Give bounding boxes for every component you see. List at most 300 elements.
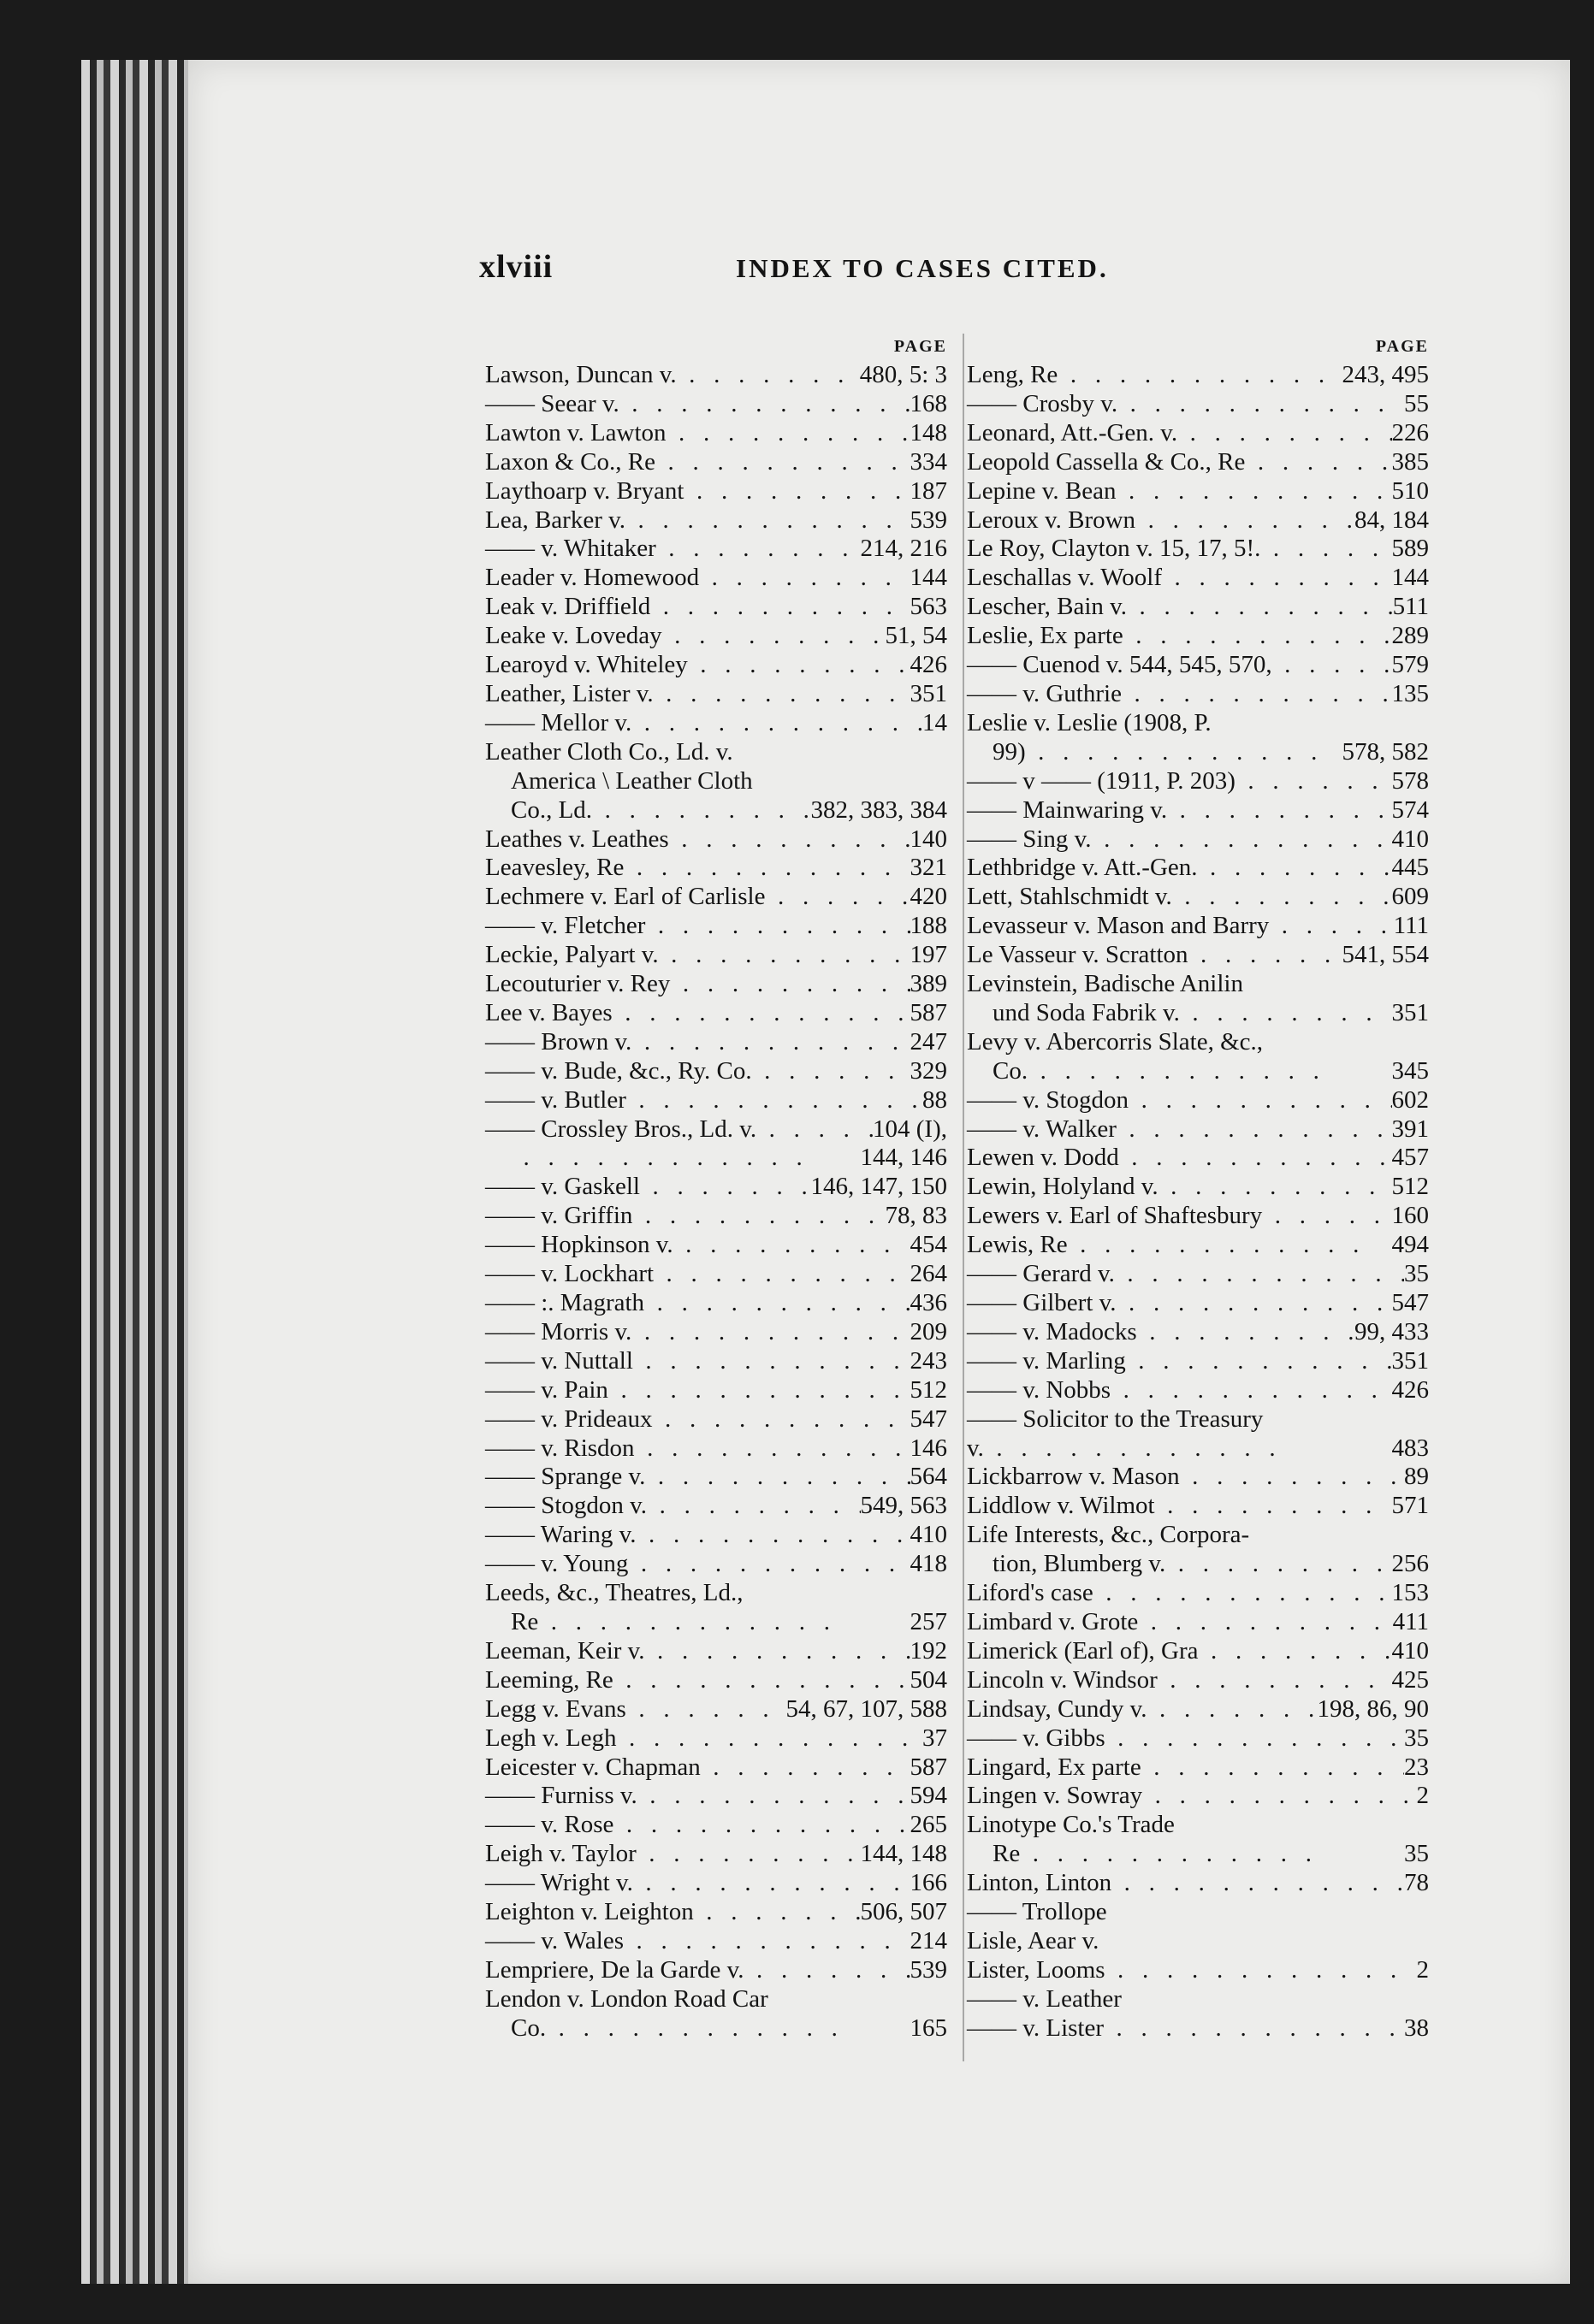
page-reference: 192 bbox=[910, 1636, 947, 1665]
case-name: Leopold Cassella & Co., Re bbox=[967, 447, 1246, 476]
page-reference: 135 bbox=[1391, 679, 1429, 707]
case-name: Lempriere, De la Garde v. bbox=[485, 1955, 744, 1984]
index-entry bbox=[967, 1144, 1429, 1173]
case-name: Lingen v. Sowray bbox=[967, 1782, 1143, 1810]
index-entry bbox=[485, 854, 947, 883]
case-name: Lecouturier v. Rey bbox=[485, 970, 671, 998]
index-entry bbox=[485, 1057, 947, 1086]
index-entry bbox=[485, 999, 947, 1028]
index-entry bbox=[967, 448, 1429, 477]
leader-dots bbox=[673, 1231, 910, 1260]
index-entry bbox=[967, 1318, 1429, 1347]
leader-dots bbox=[625, 506, 910, 535]
index-entry bbox=[485, 1753, 947, 1783]
page-reference: 511 bbox=[1392, 593, 1429, 621]
page-reference: 165 bbox=[910, 2014, 947, 2042]
leader-dots bbox=[647, 1492, 860, 1521]
page-column-label: PAGE bbox=[1375, 337, 1429, 356]
index-entry bbox=[485, 767, 947, 796]
index-entry bbox=[967, 825, 1429, 854]
index-entry bbox=[967, 1405, 1429, 1434]
index-entry bbox=[967, 1521, 1429, 1550]
leader-dots bbox=[637, 1840, 861, 1869]
page-reference: 547 bbox=[910, 1404, 947, 1433]
case-name: Legg v. Evans bbox=[485, 1694, 626, 1723]
leader-dots bbox=[511, 1144, 861, 1173]
page-reference: 512 bbox=[910, 1375, 947, 1404]
page-reference: 506, 507 bbox=[860, 1898, 947, 1926]
case-name: Re bbox=[511, 1607, 539, 1635]
case-name: Levy v. Abercorris Slate, &c., bbox=[967, 1027, 1264, 1056]
leader-dots bbox=[684, 477, 910, 506]
leader-dots bbox=[1165, 1550, 1391, 1579]
document-page bbox=[188, 60, 1570, 2284]
case-name: —— v. Gibbs bbox=[967, 1724, 1105, 1752]
index-entry bbox=[967, 477, 1429, 506]
index-entry bbox=[485, 1405, 947, 1434]
leader-dots bbox=[632, 1202, 885, 1231]
leader-dots bbox=[592, 796, 810, 825]
page-reference: 51, 54 bbox=[885, 622, 947, 650]
leader-dots bbox=[688, 651, 910, 680]
case-name: Leigh v. Taylor bbox=[485, 1840, 637, 1868]
case-name: —— v. Butler bbox=[485, 1085, 626, 1114]
index-entry bbox=[967, 1463, 1429, 1492]
page-reference: 494 bbox=[1391, 1231, 1429, 1259]
leader-dots bbox=[645, 912, 910, 941]
case-name: Leslie v. Leslie (1908, P. bbox=[967, 708, 1212, 736]
index-entry bbox=[967, 970, 1429, 999]
page-reference: 539 bbox=[910, 506, 947, 534]
case-name: —— Mellor v. bbox=[485, 708, 632, 736]
index-entry bbox=[485, 1115, 947, 1144]
case-name: Lincoln v. Windsor bbox=[967, 1665, 1158, 1694]
page-reference: 564 bbox=[910, 1463, 947, 1491]
leader-dots bbox=[1167, 796, 1391, 825]
leader-dots bbox=[656, 535, 861, 564]
page-reference: 512 bbox=[1391, 1173, 1429, 1201]
case-name: Limerick (Earl of), Gra bbox=[967, 1636, 1199, 1665]
case-name: Lawson, Duncan v. bbox=[485, 361, 677, 388]
index-entry bbox=[967, 390, 1429, 419]
index-entry bbox=[967, 651, 1429, 680]
index-entry bbox=[485, 361, 947, 390]
index-entry bbox=[485, 1811, 947, 1840]
case-name: —— v. Nuttall bbox=[485, 1346, 633, 1375]
case-name: Limbard v. Grote bbox=[967, 1607, 1139, 1635]
case-name: Leeman, Keir v. bbox=[485, 1636, 645, 1665]
case-name: —— Mainwaring v. bbox=[967, 795, 1168, 824]
index-entry bbox=[485, 1231, 947, 1260]
page-reference: 436 bbox=[910, 1289, 947, 1316]
page-reference: 483 bbox=[1391, 1434, 1429, 1462]
leader-dots bbox=[752, 1057, 910, 1086]
case-name: —— v. Prideaux bbox=[485, 1404, 653, 1433]
leader-dots bbox=[624, 854, 910, 883]
index-entry bbox=[485, 564, 947, 593]
page-reference: 214, 216 bbox=[860, 535, 947, 563]
index-entry bbox=[485, 1637, 947, 1666]
case-name: America \ Leather Cloth bbox=[511, 766, 753, 795]
case-name: Le Vasseur v. Scratton bbox=[967, 941, 1188, 969]
page-reference: 256 bbox=[1391, 1550, 1429, 1578]
case-name: Leader v. Homewood bbox=[485, 564, 700, 592]
case-name: Leak v. Driffield bbox=[485, 593, 651, 621]
case-name: —— Cuenod v. 544, 545, 570, bbox=[967, 651, 1272, 679]
page-reference: 78, 83 bbox=[885, 1202, 947, 1230]
page-reference: 425 bbox=[1391, 1665, 1429, 1694]
page-reference: 587 bbox=[910, 998, 947, 1026]
case-name: Lawton v. Lawton bbox=[485, 418, 667, 446]
leader-dots bbox=[1162, 564, 1392, 593]
page-reference: 257 bbox=[910, 1607, 947, 1635]
index-entry bbox=[967, 1434, 1429, 1464]
case-name: —— Solicitor to the Treasury bbox=[967, 1404, 1264, 1433]
page-reference: 549, 563 bbox=[860, 1492, 947, 1520]
leader-dots bbox=[626, 1086, 922, 1115]
index-entry bbox=[485, 1173, 947, 1202]
case-name: Lewen v. Dodd bbox=[967, 1144, 1119, 1172]
page-reference: 345 bbox=[1391, 1056, 1429, 1085]
case-name: —— Crossley Bros., Ld. v. bbox=[485, 1115, 757, 1143]
leader-dots bbox=[1180, 999, 1392, 1028]
case-name: —— v. Lockhart bbox=[485, 1260, 655, 1288]
page-reference: 334 bbox=[910, 447, 947, 476]
index-entry bbox=[485, 1028, 947, 1057]
page-reference: 35 bbox=[1404, 1260, 1429, 1288]
leader-dots bbox=[1135, 506, 1354, 535]
page-reference: 578, 582 bbox=[1342, 737, 1429, 766]
case-name: —— v. Whitaker bbox=[485, 535, 656, 563]
index-entry bbox=[967, 1724, 1429, 1753]
case-name: Leschallas v. Woolf bbox=[967, 564, 1162, 592]
case-name: Lisle, Aear v. bbox=[967, 1926, 1099, 1954]
index-entry bbox=[485, 622, 947, 651]
case-name: Lea, Barker v. bbox=[485, 506, 625, 534]
page-reference: 410 bbox=[1391, 1636, 1429, 1665]
page-reference: 578 bbox=[1391, 766, 1429, 795]
index-entry bbox=[485, 941, 947, 970]
page-reference: 187 bbox=[910, 476, 947, 505]
case-name: —— v. Rose bbox=[485, 1811, 614, 1839]
leader-dots bbox=[1068, 1231, 1392, 1260]
leader-dots bbox=[1177, 419, 1391, 448]
index-entry bbox=[967, 854, 1429, 883]
case-name: —— Gilbert v. bbox=[967, 1289, 1117, 1316]
index-entry bbox=[485, 1260, 947, 1289]
page-reference: 594 bbox=[910, 1782, 947, 1810]
case-name: Leckie, Palyart v. bbox=[485, 941, 659, 969]
leader-dots bbox=[984, 1434, 1392, 1464]
leader-dots bbox=[640, 1173, 811, 1202]
leader-dots bbox=[667, 419, 910, 448]
case-name: Lewis, Re bbox=[967, 1231, 1068, 1259]
index-entry bbox=[485, 1579, 947, 1608]
leader-dots bbox=[1105, 1724, 1404, 1753]
index-entry bbox=[967, 1985, 1429, 2014]
page-reference: 389 bbox=[910, 970, 947, 998]
case-name: Co. bbox=[993, 1056, 1028, 1085]
case-name: Liford's case bbox=[967, 1579, 1093, 1607]
leader-dots bbox=[659, 941, 910, 970]
index-entry bbox=[967, 1289, 1429, 1318]
index-entry bbox=[485, 1695, 947, 1724]
leader-dots bbox=[1126, 1347, 1392, 1376]
case-name: —— Furniss v. bbox=[485, 1782, 637, 1810]
leader-dots bbox=[619, 390, 910, 419]
page-reference: 144 bbox=[1391, 564, 1429, 592]
case-name: Lethbridge v. Att.-Gen. bbox=[967, 854, 1198, 882]
leader-dots bbox=[1138, 1608, 1392, 1637]
page-reference: 480, 5: 3 bbox=[859, 361, 947, 388]
page-reference: 104 (I), bbox=[873, 1115, 947, 1143]
leader-dots bbox=[1111, 1376, 1391, 1405]
index-entry bbox=[967, 767, 1429, 796]
index-entry bbox=[967, 1202, 1429, 1231]
page-reference: 2 bbox=[1416, 1955, 1429, 1984]
page-reference: 144, 148 bbox=[860, 1840, 947, 1868]
index-entry bbox=[485, 709, 947, 738]
index-entry bbox=[967, 593, 1429, 622]
case-name: —— v. Risdon bbox=[485, 1434, 635, 1462]
page-reference: 146, 147, 150 bbox=[810, 1173, 947, 1201]
index-entry bbox=[967, 2014, 1429, 2043]
page-reference: 264 bbox=[910, 1260, 947, 1288]
index-entry bbox=[485, 1782, 947, 1811]
page-reference: 445 bbox=[1391, 854, 1429, 882]
page-reference: 197 bbox=[910, 941, 947, 969]
page-reference: 35 bbox=[1404, 1840, 1429, 1868]
case-name: Legh v. Legh bbox=[485, 1724, 617, 1752]
leader-dots bbox=[628, 1550, 910, 1579]
case-name: —— v. Walker bbox=[967, 1115, 1117, 1143]
page-reference: 166 bbox=[910, 1869, 947, 1897]
index-entry bbox=[967, 999, 1429, 1028]
page-reference: 426 bbox=[1391, 1375, 1429, 1404]
case-name: Laythoarp v. Bryant bbox=[485, 476, 684, 505]
index-entry bbox=[485, 535, 947, 564]
leader-dots bbox=[633, 1869, 910, 1898]
case-name: v. bbox=[967, 1434, 984, 1462]
page-reference: 144 bbox=[910, 564, 947, 592]
case-name: —— Trollope bbox=[967, 1898, 1107, 1926]
leader-dots bbox=[1155, 1492, 1392, 1521]
case-name: —— Brown v. bbox=[485, 1027, 632, 1056]
case-name: —— Crosby v. bbox=[967, 389, 1118, 417]
right-index-column bbox=[967, 332, 1429, 2043]
case-name: Laxon & Co., Re bbox=[485, 447, 655, 476]
leader-dots bbox=[624, 1927, 910, 1956]
index-entry bbox=[485, 970, 947, 999]
case-name: —— Waring v. bbox=[485, 1521, 637, 1549]
case-name: Levasseur v. Mason and Barry bbox=[967, 912, 1270, 940]
index-entry bbox=[485, 448, 947, 477]
case-name: Lewers v. Earl of Shaftesbury bbox=[967, 1202, 1263, 1230]
case-name: Lepine v. Bean bbox=[967, 476, 1117, 505]
page-reference: 410 bbox=[1391, 825, 1429, 853]
page-reference: 385 bbox=[1391, 447, 1429, 476]
leader-dots bbox=[655, 448, 910, 477]
page-reference: 160 bbox=[1391, 1202, 1429, 1230]
case-name: Leeds, &c., Theatres, Ld., bbox=[485, 1579, 744, 1607]
case-name: und Soda Fabrik v. bbox=[993, 998, 1180, 1026]
leader-dots bbox=[654, 1260, 910, 1289]
leader-dots bbox=[1026, 738, 1342, 767]
index-entry bbox=[485, 419, 947, 448]
page-reference: 411 bbox=[1392, 1607, 1429, 1635]
leader-dots bbox=[1117, 1289, 1392, 1318]
index-entry bbox=[967, 1086, 1429, 1115]
leader-dots bbox=[617, 1724, 922, 1753]
index-entry bbox=[485, 1724, 947, 1753]
index-entry bbox=[485, 477, 947, 506]
leader-dots bbox=[1147, 1695, 1318, 1724]
leader-dots bbox=[1092, 825, 1392, 854]
case-name: —— Gerard v. bbox=[967, 1260, 1115, 1288]
case-name: Learoyd v. Whiteley bbox=[485, 651, 688, 679]
left-index-column bbox=[485, 332, 947, 2043]
leader-dots bbox=[1123, 622, 1392, 651]
case-name: —— Seear v. bbox=[485, 389, 619, 417]
page-reference: 84, 184 bbox=[1354, 506, 1429, 534]
case-name: —— Wright v. bbox=[485, 1869, 633, 1897]
case-name: Lee v. Bayes bbox=[485, 998, 613, 1026]
index-entry bbox=[967, 1695, 1429, 1724]
page-reference: 140 bbox=[910, 825, 947, 853]
index-entry bbox=[967, 419, 1429, 448]
leader-dots bbox=[1117, 390, 1404, 419]
page-reference: 602 bbox=[1391, 1085, 1429, 1114]
page-reference: 426 bbox=[910, 651, 947, 679]
leader-dots bbox=[1028, 1057, 1391, 1086]
page-reference: 99, 433 bbox=[1354, 1317, 1429, 1345]
leader-dots bbox=[1142, 1782, 1416, 1811]
index-entry bbox=[485, 1492, 947, 1521]
case-name: Co., Ld. bbox=[511, 795, 593, 824]
index-entry bbox=[485, 738, 947, 767]
page-reference: 2 bbox=[1416, 1782, 1429, 1810]
index-entry bbox=[967, 535, 1429, 564]
leader-dots bbox=[1262, 1202, 1391, 1231]
page-reference: 579 bbox=[1391, 651, 1429, 679]
leader-dots bbox=[1180, 1463, 1404, 1492]
leader-dots bbox=[1122, 680, 1392, 709]
index-entry bbox=[485, 1869, 947, 1898]
case-name: Leighton v. Leighton bbox=[485, 1898, 694, 1926]
index-entry bbox=[485, 796, 947, 825]
case-name: Lingard, Ex parte bbox=[967, 1753, 1141, 1781]
case-name: —— v. Gaskell bbox=[485, 1173, 640, 1201]
page-reference: 111 bbox=[1393, 912, 1429, 940]
index-entry bbox=[967, 1666, 1429, 1695]
page-reference: 351 bbox=[910, 679, 947, 707]
case-name: tion, Blumberg v. bbox=[993, 1550, 1166, 1578]
page-reference: 38 bbox=[1404, 2014, 1429, 2042]
case-name: —— v. Fletcher bbox=[485, 912, 646, 940]
index-entry bbox=[485, 1985, 947, 2014]
case-name: —— v. Leather bbox=[967, 1984, 1122, 2013]
column-divider bbox=[963, 334, 964, 2061]
leader-dots bbox=[1058, 361, 1342, 390]
case-name: Leake v. Loveday bbox=[485, 622, 662, 650]
leader-dots bbox=[645, 1637, 910, 1666]
page-reference: 226 bbox=[1391, 418, 1429, 446]
leader-dots bbox=[1141, 1753, 1404, 1783]
page-reference: 609 bbox=[1391, 883, 1429, 911]
leader-dots bbox=[538, 1608, 910, 1637]
index-entry bbox=[967, 1376, 1429, 1405]
leader-dots bbox=[669, 825, 910, 854]
case-name: Leather, Lister v. bbox=[485, 679, 654, 707]
case-name: Leather Cloth Co., Ld. v. bbox=[485, 737, 733, 766]
index-entry bbox=[967, 1057, 1429, 1086]
index-entry bbox=[485, 680, 947, 709]
page-reference: 243, 495 bbox=[1342, 361, 1429, 388]
page-reference: 214 bbox=[910, 1926, 947, 1954]
case-name: —— v. Marling bbox=[967, 1346, 1126, 1375]
leader-dots bbox=[670, 970, 910, 999]
leader-dots bbox=[546, 2014, 910, 2043]
case-name: —— v. Young bbox=[485, 1550, 629, 1578]
index-entry bbox=[967, 622, 1429, 651]
case-name: —— v. Griffin bbox=[485, 1202, 633, 1230]
index-entry bbox=[967, 883, 1429, 912]
page-reference: 391 bbox=[1391, 1115, 1429, 1143]
case-name: Leicester v. Chapman bbox=[485, 1753, 701, 1781]
leader-dots bbox=[1260, 535, 1391, 564]
page-reference: 209 bbox=[910, 1317, 947, 1345]
index-entry bbox=[967, 1927, 1429, 1956]
page-reference: 589 bbox=[1391, 535, 1429, 563]
index-entry bbox=[967, 1956, 1429, 1985]
leader-dots bbox=[1198, 854, 1392, 883]
index-entry bbox=[967, 361, 1429, 390]
case-name: —— v. Bude, &c., Ry. Co. bbox=[485, 1056, 752, 1085]
case-name: Lister, Looms bbox=[967, 1955, 1105, 1984]
index-entry bbox=[485, 883, 947, 912]
case-name: Lett, Stahlschmidt v. bbox=[967, 883, 1172, 911]
page-reference: 14 bbox=[922, 708, 947, 736]
page-reference: 329 bbox=[910, 1056, 947, 1085]
page-reference: 148 bbox=[910, 418, 947, 446]
leader-dots bbox=[1245, 448, 1391, 477]
index-entry bbox=[485, 1376, 947, 1405]
index-entry bbox=[485, 912, 947, 941]
leader-dots bbox=[1020, 1840, 1404, 1869]
leader-dots bbox=[1115, 1260, 1404, 1289]
page-reference: 563 bbox=[910, 593, 947, 621]
case-name: —— Sing v. bbox=[967, 825, 1092, 853]
leader-dots bbox=[631, 1318, 910, 1347]
case-name: Leslie, Ex parte bbox=[967, 622, 1123, 650]
index-entry bbox=[485, 1840, 947, 1869]
page-reference: 547 bbox=[1391, 1289, 1429, 1316]
leader-dots bbox=[1116, 477, 1391, 506]
leader-dots bbox=[677, 361, 860, 390]
case-name: —— v. Guthrie bbox=[967, 679, 1122, 707]
index-entry bbox=[485, 1956, 947, 1985]
page-reference: 541, 554 bbox=[1342, 941, 1429, 969]
case-name: Le Roy, Clayton v. 15, 17, 5!. bbox=[967, 535, 1261, 563]
page-reference: 247 bbox=[910, 1027, 947, 1056]
leader-dots bbox=[1129, 1086, 1391, 1115]
index-entry bbox=[967, 1260, 1429, 1289]
leader-dots bbox=[613, 999, 910, 1028]
leader-dots bbox=[1111, 1869, 1404, 1898]
case-name: Co. bbox=[511, 2014, 547, 2042]
case-name: 99) bbox=[993, 737, 1026, 766]
index-entry bbox=[485, 825, 947, 854]
